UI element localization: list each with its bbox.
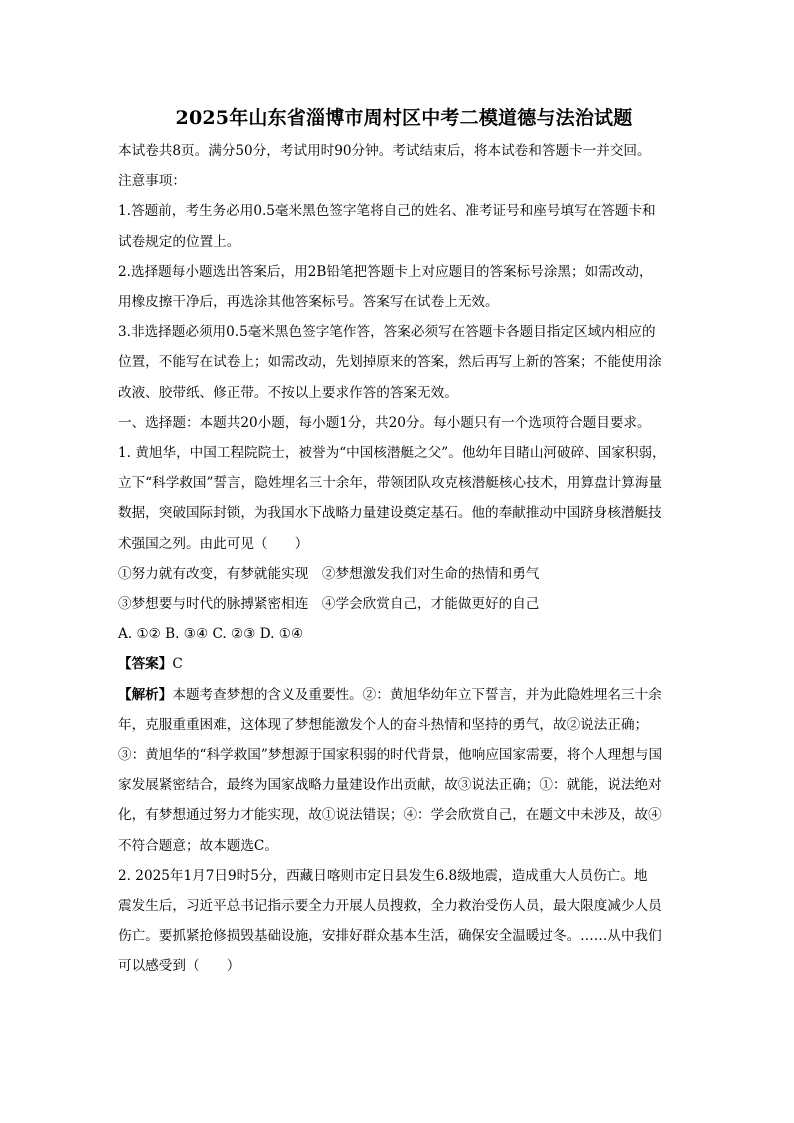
notice-item-3-line-1: 3.非选择题必须用0.5毫米黑色签字笔作答，答案必须写在答题卡各题目指定区域内相应的	[118, 324, 656, 341]
notice-item-3-line-3: 改液、胶带纸、修正带。不按以上要求作答的答案无效。	[118, 384, 458, 401]
answer-value: C	[172, 656, 183, 673]
analysis-line-4: 家发展紧密结合，最终为国家战略力量建设作出贡献，故③说法正确；①：就能，说法绝对	[118, 777, 662, 794]
notice-item-2-line-2: 用橡皮擦干净后，再选涂其他答案标号。答案写在试卷上无效。	[118, 294, 499, 311]
analysis-line-5: 化，有梦想通过努力才能实现，故①说法错误；④：学会欣赏自己，在题文中未涉及，故④	[118, 807, 662, 824]
analysis-text-1: 本题考查梦想的含义及重要性。②：黄旭华幼年立下誓言，并为此隐姓埋名三十余	[172, 686, 662, 703]
question-1-statements-2: ③梦想要与时代的脉搏紧密相连 ④学会欣赏自己，才能做更好的自己	[118, 596, 540, 613]
question-1-options: A. ①② B. ③④ C. ②③ D. ①④	[118, 626, 304, 643]
question-1-line-2: 立下“科学救国”誓言，隐姓埋名三十余年，带领团队攻克核潜艇核心技术，用算盘计算海量	[118, 475, 663, 492]
analysis-label: 【解析】	[118, 686, 173, 703]
notice-heading: 注意事项：	[118, 173, 186, 190]
notice-item-2-line-1: 2.选择题每小题选出答案后，用2B铅笔把答题卡上对应题目的答案标号涂黑；如需改动，	[118, 263, 653, 280]
notice-item-3-line-2: 位置，不能写在试卷上；如需改动，先划掉原来的答案，然后再写上新的答案；不能使用涂	[118, 354, 662, 371]
answer-line	[118, 649, 690, 679]
analysis-line-1	[118, 680, 690, 710]
question-2-line-3: 伤亡。要抓紧抢修损毁基础设施，安排好群众基本生活，确保安全温暖过冬。……从中我们	[118, 928, 662, 945]
exam-info-line: 本试卷共8页。满分50分，考试用时90分钟。考试结束后，将本试卷和答题卡一并交回。	[118, 143, 651, 159]
analysis-line-2: 年，克服重重困难，这体现了梦想能激发个人的奋斗热情和坚持的勇气，故②说法正确；	[118, 716, 649, 733]
section-heading: 一、选择题：本题共20小题，每小题1分，共20分。每小题只有一个选项符合题目要求。	[118, 414, 651, 431]
answer-label: 【答案】	[118, 656, 173, 673]
question-1-line-1: 1. 黄旭华，中国工程院院士，被誉为“中国核潜艇之父”。他幼年目睹山河破碎、国家积弱，	[118, 445, 666, 462]
question-2-line-4: 可以感受到（ ）	[118, 958, 241, 975]
question-2-line-1: 2. 2025年1月7日9时5分，西藏日喀则市定日县发生6.8级地震，造成重大人员伤亡。地	[118, 867, 648, 884]
question-1-statements-1: ①努力就有改变，有梦就能实现 ②梦想激发我们对生命的热情和勇气	[118, 565, 540, 582]
analysis-line-3: ③：黄旭华的“科学救国”梦想源于国家积弱的时代背景，他响应国家需要，将个人理想与国	[118, 747, 663, 764]
question-1-line-4: 术强国之列。由此可见（ ）	[118, 535, 309, 552]
notice-item-1-line-1: 1.答题前，考生务必用0.5毫米黑色签字笔将自己的姓名、准考证号和座号填写在答题卡和	[118, 203, 656, 220]
question-1-line-3: 数据，突破国际封锁，为我国水下战略力量建设奠定基石。他的奉献推动中国跻身核潜艇技	[118, 505, 662, 522]
notice-item-1-line-2: 试卷规定的位置上。	[118, 233, 241, 250]
question-2-line-2: 震发生后，习近平总书记指示要全力开展人员搜救，全力救治受伤人员，最大限度减少人员	[118, 898, 662, 915]
document-title: 2025年山东省淄博市周村区中考二模道德与法治试题	[175, 107, 633, 129]
analysis-line-6: 不符合题意；故本题选C。	[118, 837, 278, 854]
